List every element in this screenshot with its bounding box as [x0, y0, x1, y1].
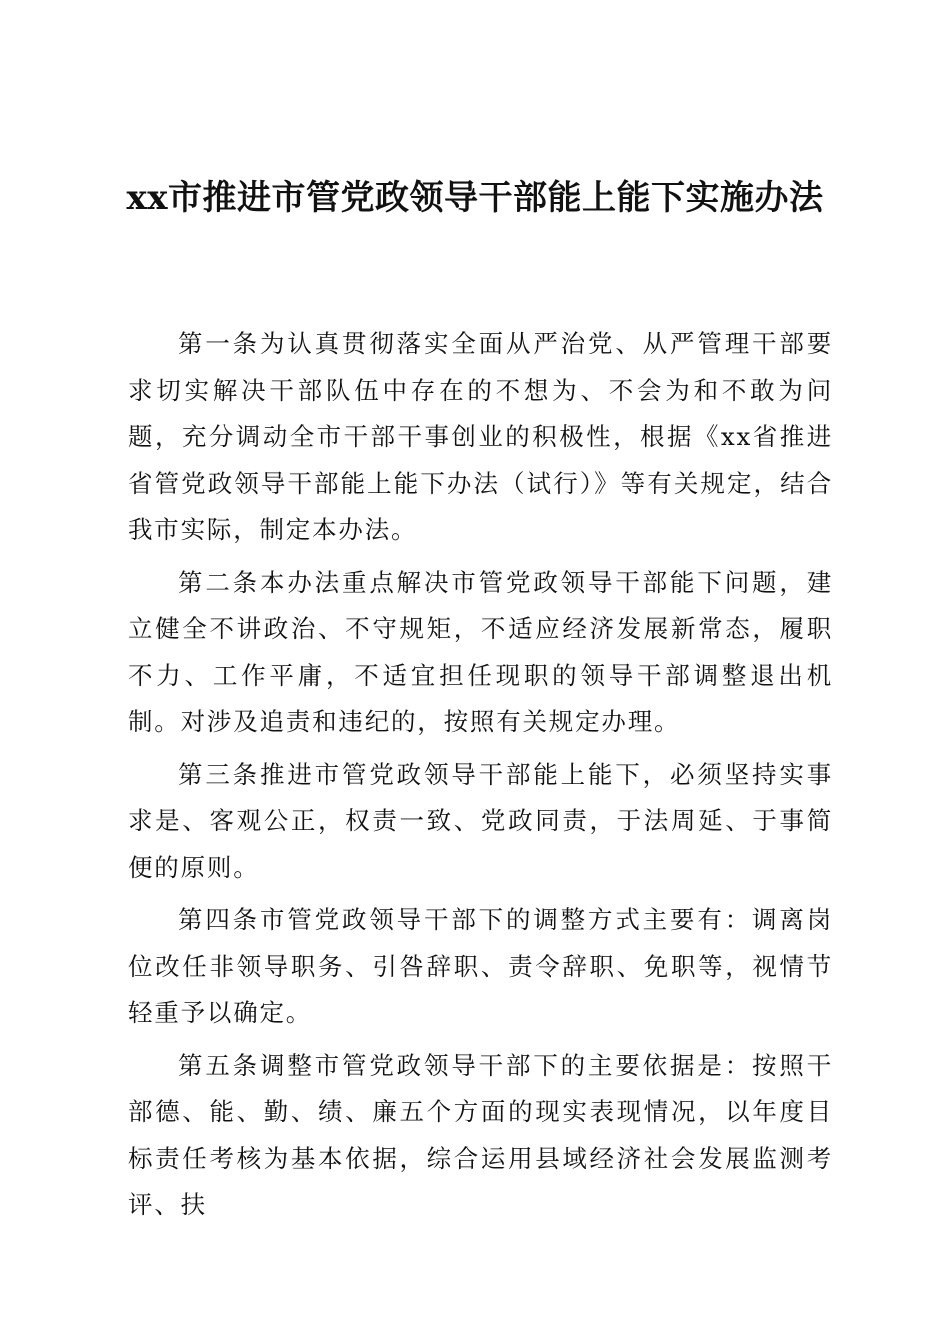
article-4-paragraph: 第四条市管党政领导干部下的调整方式主要有：调离岗位改任非领导职务、引咎辞职、责令辞职、免职等，视情节轻重予以确定。: [128, 905, 833, 1027]
article-1-paragraph: 第一条为认真贯彻落实全面从严治党、从严管理干部要求切实解决干部队伍中存在的不想为、不会为和不敢为问题，充分调动全市干部干事创业的积极性，根据《xx省推进省管党政领导干部能上能下办法（试行）》等有关规定，结合我市实际，制定本办法。: [128, 329, 833, 544]
article-3-paragraph: 第三条推进市管党政领导干部能上能下，必须坚持实事求是、客观公正，权责一致、党政同责，于法周延、于事简便的原则。: [128, 759, 833, 882]
document-body: [128, 321, 833, 1235]
article-2-paragraph: 第二条本办法重点解决市管党政领导干部能下问题，建立健全不讲政治、不守规矩，不适应经济发展新常态，履职不力、工作平庸，不适宜担任现职的领导干部调整退出机制。对涉及追责和违纪的，按照有关规定办理。: [128, 567, 833, 736]
article-5-paragraph: 第五条调整市管党政领导干部下的主要依据是：按照干部德、能、勤、绩、廉五个方面的现实表现情况，以年度目标责任考核为基本依据，综合运用县域经济社会发展监测考评、扶: [128, 1050, 833, 1219]
document-title: xx市推进市管党政领导干部能上能下实施办法: [126, 178, 824, 218]
